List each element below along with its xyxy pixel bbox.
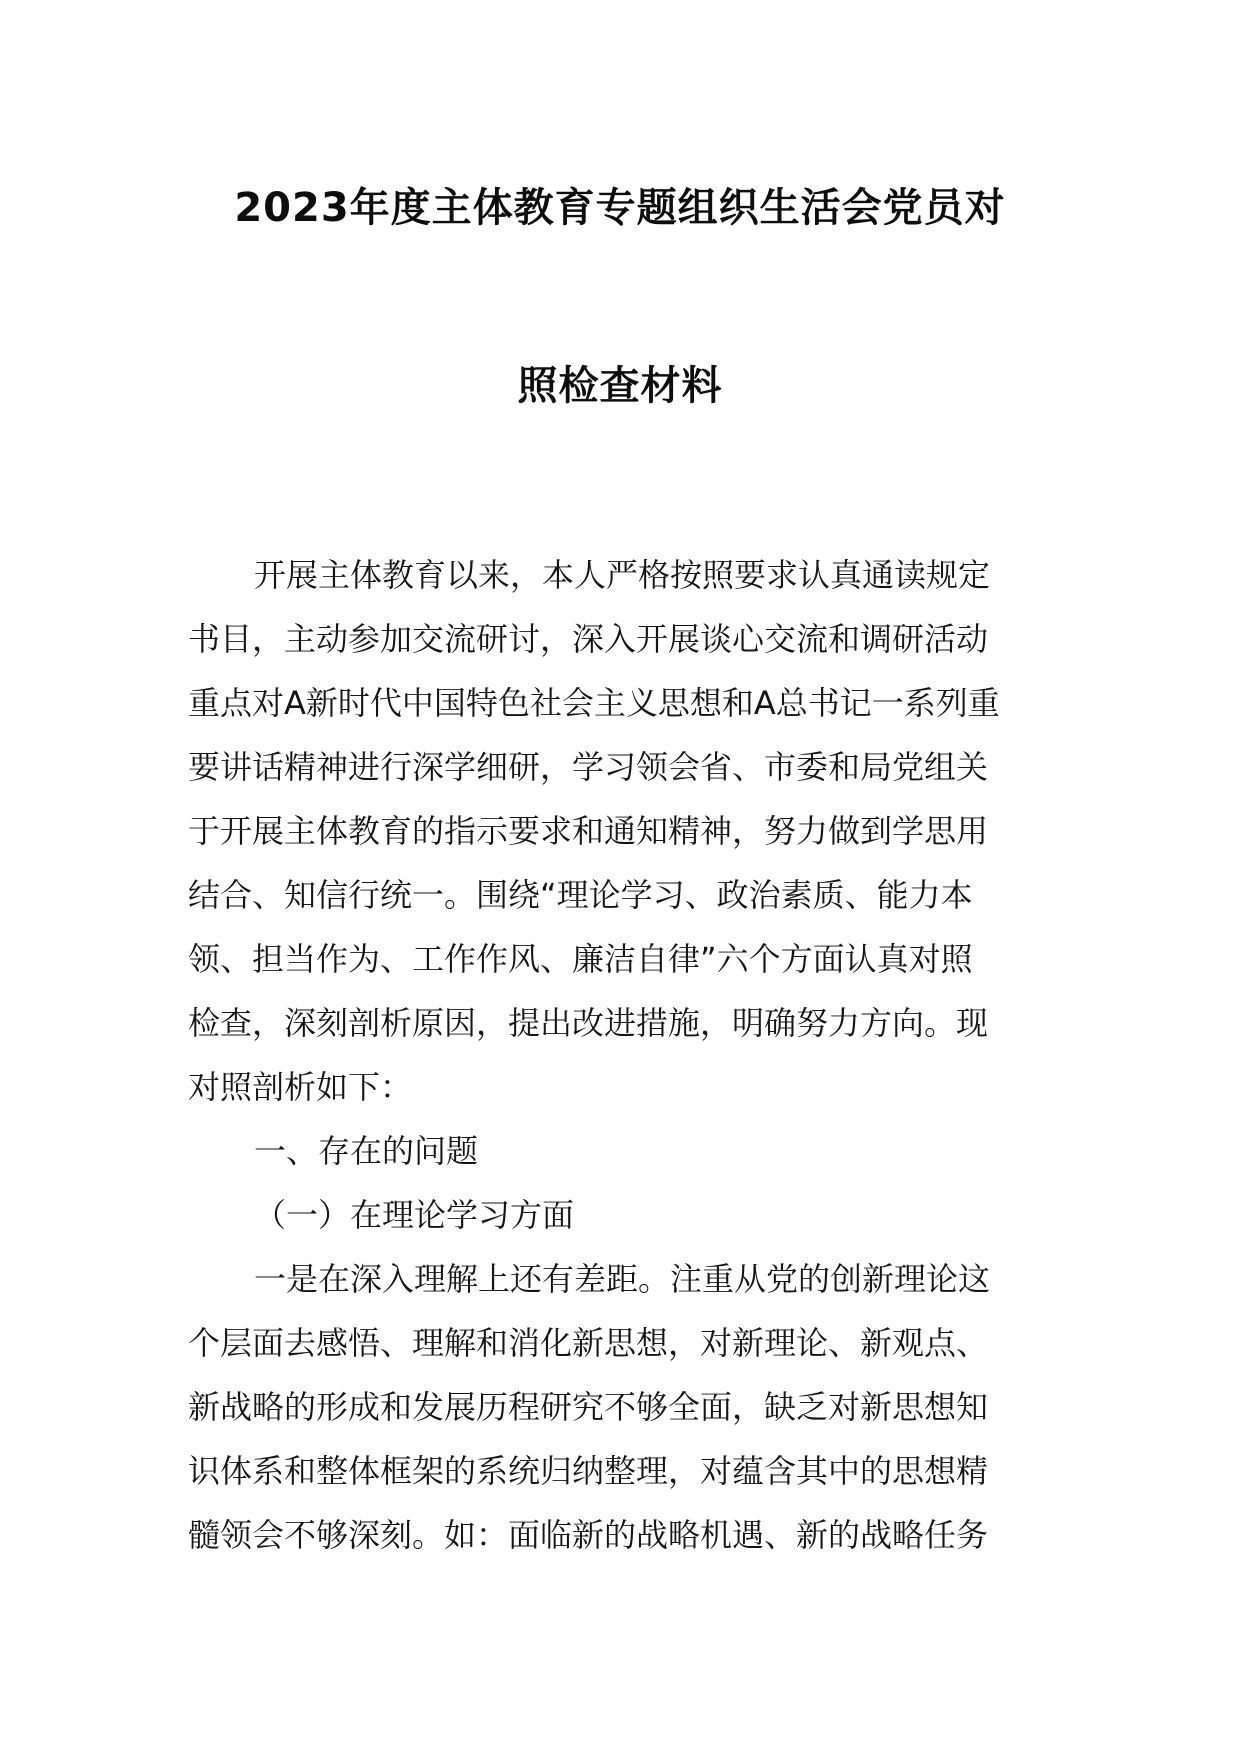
paragraph-line: 一是在深入理解上还有差距。注重从党的创新理论这 <box>254 1260 991 1298</box>
paragraph-line: 对照剖析如下： <box>188 1068 413 1106</box>
document-title-line-2: 照检查材料 <box>517 363 723 409</box>
theory-study-paragraph <box>188 1247 1068 1567</box>
paragraph-line: 髓领会不够深刻。如：面临新的战略机遇、新的战略任务 <box>188 1516 989 1554</box>
paragraph-line: 重点对A新时代中国特色社会主义思想和A总书记一系列重 <box>188 684 1000 722</box>
section-heading-text: 一、存在的问题 <box>254 1132 479 1170</box>
paragraph-line: 新战略的形成和发展历程研究不够全面，缺乏对新思想知 <box>188 1388 989 1426</box>
paragraph-line: 个层面去感悟、理解和消化新思想，对新理论、新观点、 <box>188 1324 989 1362</box>
paragraph-line: 于开展主体教育的指示要求和通知精神，努力做到学思用 <box>188 812 989 850</box>
paragraph-line: 领、担当作为、工作作风、廉洁自律”六个方面认真对照 <box>188 940 973 978</box>
paragraph-line: 识体系和整体框架的系统归纳整理，对蕴含其中的思想精 <box>188 1452 989 1490</box>
subsection-heading <box>188 1183 1068 1247</box>
paragraph-line: 书目，主动参加交流研讨，深入开展谈心交流和调研活动 <box>188 620 989 658</box>
paragraph-line: 检查，深刻剖析原因，提出改进措施，明确努力方向。现 <box>188 1004 989 1042</box>
document-title-line-1: 2023年度主体教育专题组织生活会党员对 <box>234 185 1006 231</box>
section-heading <box>188 1119 1068 1183</box>
paragraph-line: 开展主体教育以来，本人严格按照要求认真通读规定 <box>254 556 991 594</box>
paragraph-line: 结合、知信行统一。围绕“理论学习、政治素质、能力本 <box>188 876 973 914</box>
paragraph-line: 要讲话精神进行深学细研，学习领会省、市委和局党组关 <box>188 748 989 786</box>
intro-paragraph <box>188 543 1068 1119</box>
subsection-heading-text: （一）在理论学习方面 <box>254 1196 575 1234</box>
